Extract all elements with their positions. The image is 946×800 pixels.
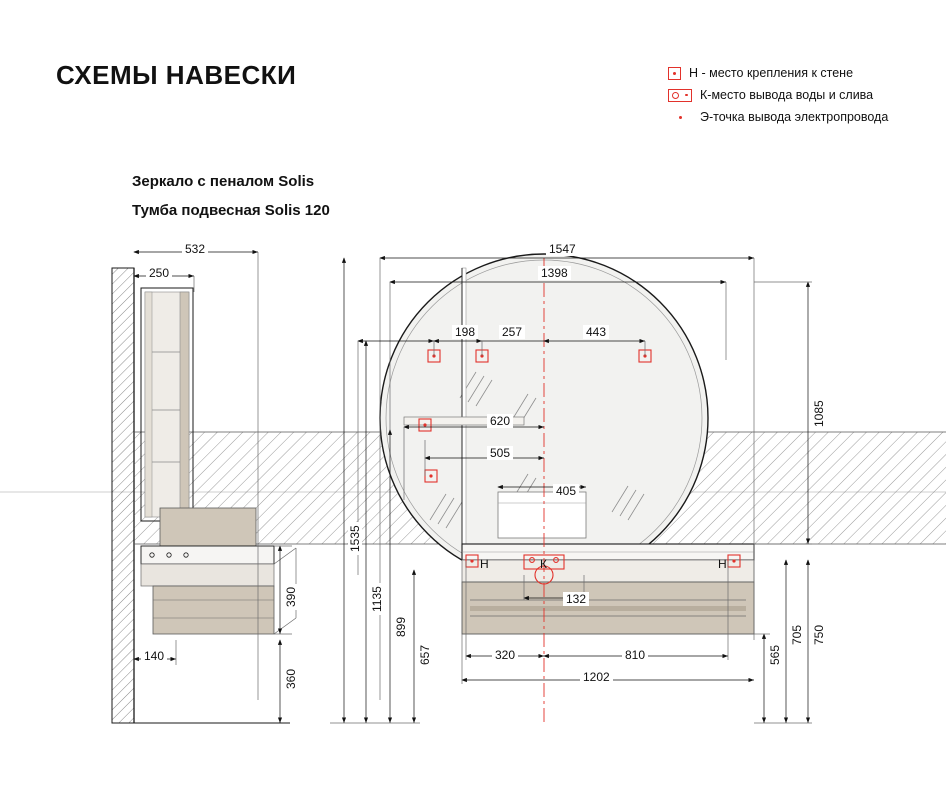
svg-text:Н: Н (718, 557, 727, 571)
dim-620: 620 (487, 414, 513, 428)
legend-label: К-место вывода воды и слива (700, 88, 874, 102)
dim-257: 257 (499, 325, 525, 339)
dim-1547: 1547 (546, 242, 579, 256)
dim-250: 250 (146, 266, 172, 280)
svg-text:Н: Н (480, 557, 489, 571)
dim-1398: 1398 (538, 266, 571, 280)
dim-1535: 1535 (348, 522, 362, 555)
subtitle-cabinet: Тумба подвесная Solis 120 (132, 202, 330, 219)
legend-label: Э-точка вывода электропровода (700, 110, 889, 124)
dim-565: 565 (768, 642, 782, 668)
dim-810: 810 (622, 648, 648, 662)
subtitle-mirror: Зеркало с пеналом Solis (132, 173, 315, 190)
dim-320: 320 (492, 648, 518, 662)
dim-360: 360 (284, 666, 298, 692)
dim-390: 390 (284, 584, 298, 610)
dim-198: 198 (452, 325, 478, 339)
dim-140: 140 (141, 649, 167, 663)
dim-405: 405 (553, 484, 579, 498)
dim-899: 899 (394, 614, 408, 640)
page-title: СХЕМЫ НАВЕСКИ (56, 60, 297, 90)
legend-label: Н - место крепления к стене (689, 66, 854, 80)
dim-1135: 1135 (370, 583, 384, 615)
dim-705: 705 (790, 622, 804, 648)
dim-532: 532 (182, 242, 208, 256)
dim-1202: 1202 (580, 670, 613, 684)
dim-750: 750 (812, 622, 826, 648)
dim-1085: 1085 (812, 397, 826, 430)
dim-132: 132 (563, 592, 589, 606)
dim-505: 505 (487, 446, 513, 460)
svg-text:К: К (540, 557, 547, 571)
dim-657: 657 (418, 642, 432, 668)
dim-443: 443 (583, 325, 609, 339)
